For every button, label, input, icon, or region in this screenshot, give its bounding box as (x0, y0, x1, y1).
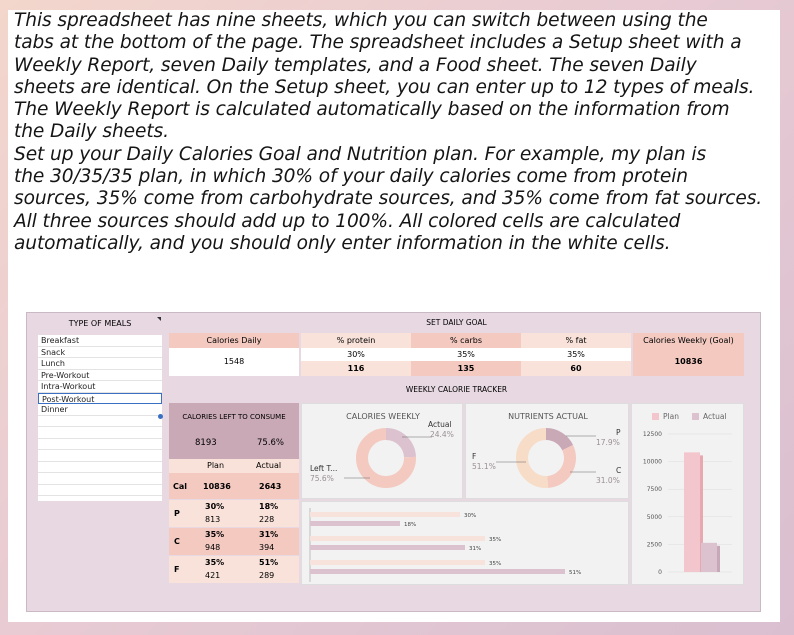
nutrients-donut (466, 404, 630, 500)
calories-left-value: 8193 (195, 438, 217, 448)
donut-slice-protein (546, 434, 568, 448)
macro-bar-label: 18% (404, 522, 417, 528)
meals-list (38, 335, 162, 501)
nutrients-title: NUTRIENTS ACTUAL (508, 412, 588, 421)
calories-row (169, 473, 299, 499)
macro-bar-label: 35% (489, 537, 502, 543)
weekly-actual-label: Actual (428, 420, 452, 429)
macro-bar (310, 521, 400, 526)
donut-slice-actual (386, 434, 410, 457)
calories-daily-input[interactable]: 1548 (169, 348, 299, 376)
macro-bar-panel (301, 501, 629, 585)
macro-actual-value: 289 (259, 571, 275, 580)
weekly-goal-header: Calories Weekly (Goal) (633, 333, 744, 348)
y-tick-label: 5000 (646, 513, 662, 521)
macro-plan-value: 813 (205, 515, 221, 524)
macro-plan-value: 948 (205, 543, 221, 552)
fat-header: % fat (521, 333, 631, 348)
cal-label: Cal (173, 482, 188, 491)
calories-daily-header: Calories Daily (169, 333, 299, 348)
macro-row (169, 528, 299, 555)
fat-value: 60 (521, 361, 631, 376)
calories-weekly-panel (301, 403, 463, 499)
plan-header: Plan (207, 461, 225, 470)
meal-cell[interactable]: Breakfast (38, 335, 162, 347)
macro-bar-chart (302, 502, 630, 586)
plan-actual-header-row (169, 459, 299, 473)
fill-handle[interactable] (158, 414, 163, 419)
macro-bar-label: 31% (469, 546, 482, 552)
meal-cell[interactable] (38, 450, 162, 462)
calories-weekly-donut (302, 404, 464, 500)
macro-actual-value: 228 (259, 515, 275, 524)
legend-actual: Actual (703, 412, 727, 421)
weekly-left-pct: 75.6% (310, 474, 334, 483)
y-tick-label: 0 (658, 569, 662, 576)
protein-header: % protein (301, 333, 411, 348)
macro-bar (310, 512, 460, 517)
carbs-value: 135 (411, 361, 521, 376)
macro-row (169, 556, 299, 583)
macro-bar-label: 51% (569, 570, 582, 576)
cal-actual: 2643 (259, 482, 282, 491)
nutrients-c-pct: 31.0% (596, 476, 620, 485)
carbs-header: % carbs (411, 333, 521, 348)
calories-left-header: CALORIES LEFT TO CONSUME (169, 403, 299, 431)
macro-label: F (174, 565, 180, 574)
macro-plan-pct: 35% (205, 558, 225, 567)
fat-pct-input[interactable]: 35% (521, 348, 631, 361)
nutrients-p-label: P (616, 428, 621, 437)
macro-bar (310, 560, 485, 565)
weekly-actual-pct: 24.4% (430, 430, 454, 439)
meal-cell[interactable] (38, 416, 162, 428)
donut-slice-carbs (548, 448, 570, 482)
actual-bar (701, 543, 717, 572)
macro-bar (310, 545, 465, 550)
description-text: This spreadsheet has nine sheets, which you can switch between using the tabs at the bottom of the page. The spreadsheet includes a Setup sheet with a Weekly Report, seven Daily templates, and a Food sheet. The seven Daily sheets are identical. On the Setup sheet, you can enter up to 12 types of meals. The Weekly Report is calculated automatically based on the information from the Daily sheets. Set up your Daily Calories Goal and Nutrition plan. For example, my plan is the 30/35/35 plan, in which 30% of your daily calories come from protein sources, 35% come from carbohydrate sources, and 35% come from fat sources. All three sources should add up to 100%. All colored cells are calculated automatically, and you should only enter information in the white cells. (14, 10, 763, 254)
meal-cell[interactable]: Post-Workout (38, 393, 162, 405)
spreadsheet-screenshot (26, 312, 761, 612)
macro-plan-value: 421 (205, 571, 221, 580)
nutrients-f-label: F (472, 452, 477, 461)
plan-actual-panel (631, 403, 744, 585)
macro-actual-value: 394 (259, 543, 275, 552)
protein-pct-input[interactable]: 30% (301, 348, 411, 361)
weekly-goal-value: 10836 (633, 348, 744, 376)
calories-weekly-title: CALORIES WEEKLY (346, 412, 420, 421)
macro-bar-label: 30% (464, 513, 477, 519)
macro-actual-pct: 31% (259, 530, 279, 539)
nutrients-c-label: C (616, 466, 622, 475)
plan-bar (684, 452, 700, 572)
macro-actual-pct: 51% (259, 558, 279, 567)
dropdown-icon[interactable] (157, 317, 161, 321)
calories-left-pct: 75.6% (257, 438, 285, 448)
meal-cell[interactable]: Intra-Workout (38, 381, 162, 393)
macro-bar-label: 35% (489, 561, 502, 567)
protein-value: 116 (301, 361, 411, 376)
weekly-left-label: Left T... (310, 464, 338, 473)
donut-slice-fat (522, 434, 548, 482)
macro-plan-pct: 35% (205, 530, 225, 539)
y-tick-label: 12500 (642, 431, 662, 438)
meal-cell[interactable] (38, 427, 162, 439)
macro-plan-pct: 30% (205, 502, 225, 511)
cal-plan: 10836 (203, 482, 231, 491)
nutrients-actual-panel (465, 403, 629, 499)
meal-cell[interactable]: Dinner (38, 404, 162, 416)
meal-cell[interactable] (38, 485, 162, 497)
macro-rows (169, 500, 299, 584)
macro-bar (310, 569, 565, 574)
meal-cell[interactable]: Snack (38, 347, 162, 359)
plan-actual-chart (632, 404, 745, 586)
macro-label: P (174, 509, 180, 518)
macro-row (169, 500, 299, 527)
nutrients-p-pct: 17.9% (596, 438, 620, 447)
meal-cell[interactable]: Lunch (38, 358, 162, 370)
goal-title: SET DAILY GOAL (426, 318, 487, 327)
macro-actual-pct: 18% (259, 502, 279, 511)
calories-left-values (169, 431, 299, 459)
meal-cell[interactable] (38, 462, 162, 474)
meal-cell[interactable] (38, 439, 162, 451)
meal-cell[interactable] (38, 473, 162, 485)
carbs-pct-input[interactable]: 35% (411, 348, 521, 361)
legend-plan: Plan (663, 412, 679, 421)
meal-cell[interactable]: Pre-Workout (38, 370, 162, 382)
tracker-title: WEEKLY CALORIE TRACKER (405, 385, 508, 394)
actual-header: Actual (256, 461, 282, 470)
nutrients-f-pct: 51.1% (472, 462, 496, 471)
y-tick-label: 2500 (646, 541, 662, 549)
y-tick-label: 7500 (646, 486, 662, 494)
macro-bar (310, 536, 485, 541)
meals-header: TYPE OF MEALS (68, 319, 132, 328)
macro-label: C (174, 537, 180, 546)
bar-side-shade (717, 546, 720, 572)
y-tick-label: 10000 (642, 458, 662, 466)
